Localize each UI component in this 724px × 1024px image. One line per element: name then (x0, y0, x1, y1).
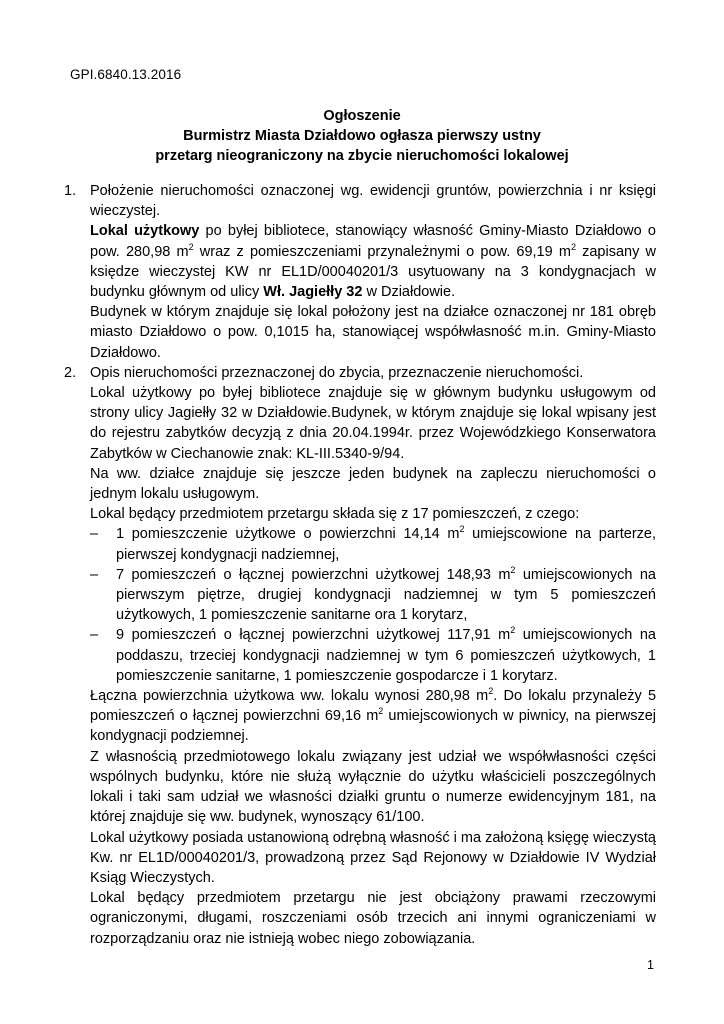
lokal-label: Lokal użytkowy (90, 223, 200, 240)
list-item: – 1 pomieszczenie użytkowe o powierzchni 14,14 $m^2$ umiejscowione na parterze, pierwszej kondygnacji nadziemnej, (90, 524, 656, 563)
announcement-body (64, 181, 656, 949)
street-address: Wł. Jagiełły 32 (263, 284, 363, 301)
page-number: 1 (647, 958, 654, 972)
announcement-title (60, 106, 664, 166)
section-1-heading: Położenie nieruchomości oznaczonej wg. ewidencji gruntów, powierzchnia i nr księgi wieczystej. (90, 183, 656, 220)
section-1-paragraph-2: Budynek w którym znajduje się lokal położony jest na działce oznaczonej nr 181 obręb miasto Działdowo o pow. 0,1015 ha, stanowiącej współwłasność m.in. Gminy-Miasto Działdowo. (90, 304, 656, 361)
section-1 (64, 181, 656, 363)
dash-marker: – (90, 526, 99, 543)
section-2 (64, 363, 656, 949)
section-2-heading: Opis nieruchomości przeznaczonej do zbycia, przeznaczenie nieruchomości. (90, 364, 584, 381)
section-2-paragraph-2: Na ww. działce znajduje się jeszcze jeden budynek na zapleczu nieruchomości o jednym lokalu usługowym. (90, 465, 656, 503)
section-2-paragraph-5: Z własnością przedmiotowego lokalu związany jest udział we współwłasności części wspólnych budynku, które nie służą wyłącznie do użytku właścicieli poszczególnych lokali i taki sam udział we własności działki gruntu o numerze ewidencyjnym 181, na której znajduje się ww. budynek, wynoszący 61/100. (90, 748, 656, 826)
section-2-paragraph-4: Łączna powierzchnia użytkowa ww. lokalu wynosi 280,98 $m^2$. Do lokalu przynależy 5 pomieszczeń o łącznej powierzchni 69,16 $m^2$ umiejscowionych w piwnicy, na pierwszej kondygnacji podziemnej. (90, 686, 657, 745)
list-item: – 7 pomieszczeń o łącznej powierzchni użytkowej 148,93 $m^2$ umiejscowionych na pierwszym piętrze, drugiej kondygnacji nadziemnej w tym 5 pomieszczeń użytkowych, 1 pomieszczenie sanitarne ora 1 korytarz, (90, 564, 656, 624)
dash-marker: – (90, 566, 99, 583)
title-line-1: Ogłoszenie (323, 108, 401, 124)
section-1-paragraph-1: Lokal użytkowy po byłej bibliotece, stanowiący własność Gminy-Miasto Działdowo o pow. 280,98 $m^2$ wraz z pomieszczeniami przynależnymi o pow. 69,19 $m^2$ zapisany w księdze wieczystej KW nr EL1D/00040201/3 usytuowany na 3 kondygnacjach w budynku głównym od ulicy Wł. Jagiełły 32 w Działdowie. (90, 223, 656, 301)
section-2-paragraph-1: Lokal użytkowy po byłej bibliotece znajduje się w głównym budynku usługowym od strony ulicy Jagiełły 32 w Działdowie.Budynek, w którym znajduje się lokal wpisany jest do rejestru zabytków decyzją z dnia 20.04.1994r. przez Wojewódzkiego Konserwatora Zabytków w Ciechanowie znak: KL-III.5340-9/94. (90, 385, 656, 462)
title-line-2: Burmistrz Miasta Działdowo ogłasza pierwszy ustny (183, 128, 541, 144)
section-1-number: 1. (64, 183, 77, 199)
section-2-number: 2. (64, 364, 77, 381)
reference-number: GPI.6840.13.2016 (70, 67, 182, 82)
section-2-paragraph-7: Lokal będący przedmiotem przetargu nie jest obciążony prawami rzeczowymi ograniczonymi, długami, roszczeniami osób trzecich ani innymi ograniczeniami w rozporządzaniu oraz nie istnieją wobec niego zobowiązania. (90, 890, 656, 947)
section-2-paragraph-6: Lokal użytkowy posiada ustanowioną odrębną własność i ma założoną księgę wieczystą Kw. nr EL1D/00040201/3, prowadzoną przez Sąd Rejonowy w Działdowie IV Wydział Ksiąg Wieczystych. (90, 829, 656, 886)
list-item: – 9 pomieszczeń o łącznej powierzchni użytkowej 117,91 $m^2$ umiejscowionych na poddaszu, trzeciej kondygnacji nadziemnej w tym 6 pomieszczeń użytkowych, 1 pomieszczenie sanitarne, 1 pomieszczenie gospodarcze i 1 korytarz. (90, 625, 656, 684)
dash-marker: – (90, 627, 99, 644)
title-line-3: przetarg nieograniczony na zbycie nieruchomości lokalowej (155, 148, 569, 164)
section-2-paragraph-3: Lokal będący przedmiotem przetargu składa się z 17 pomieszczeń, z czego: (90, 506, 580, 523)
